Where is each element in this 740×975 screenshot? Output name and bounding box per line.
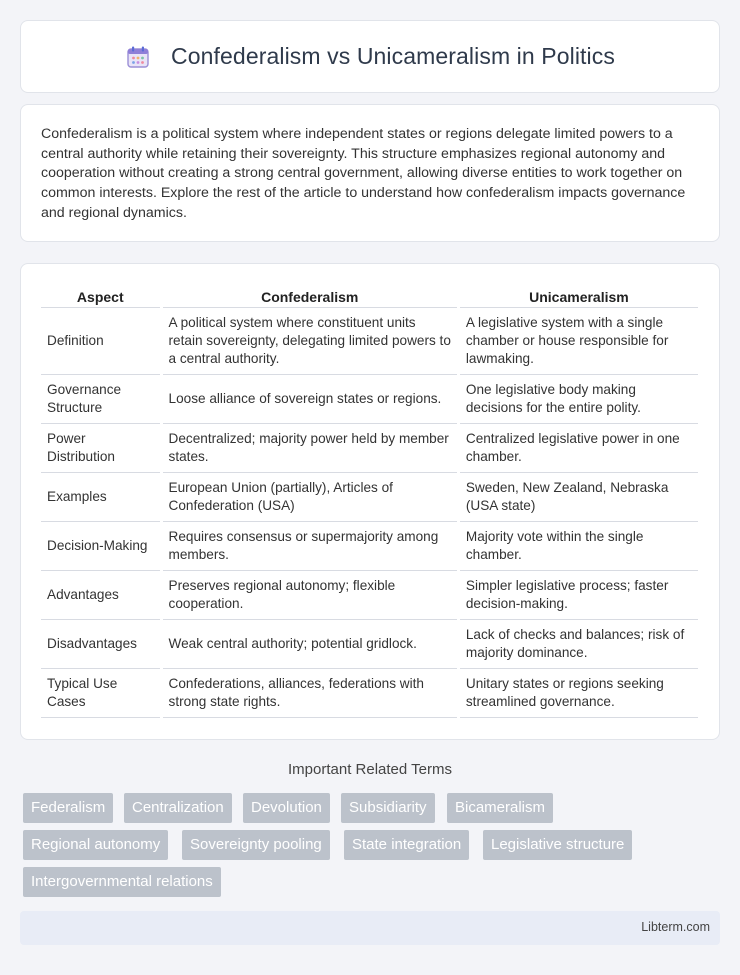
row-confederalism: A political system where constituent units retain sovereignty, delegating limited powers to a central authority. bbox=[163, 308, 457, 375]
row-unicameralism: A legislative system with a single chamber or house responsible for lawmaking. bbox=[460, 308, 698, 375]
tag-state-integration[interactable]: State integration bbox=[344, 830, 469, 860]
table-row bbox=[41, 424, 698, 473]
row-confederalism: Confederations, alliances, federations with strong state rights. bbox=[163, 669, 457, 718]
row-aspect: Power Distribution bbox=[41, 424, 160, 473]
table-row bbox=[41, 571, 698, 620]
row-confederalism: Preserves regional autonomy; flexible cooperation. bbox=[163, 571, 457, 620]
header-confederalism: Confederalism bbox=[163, 282, 457, 308]
table-row bbox=[41, 522, 698, 571]
comparison-card bbox=[20, 263, 720, 740]
page-title: Confederalism vs Unicameralism in Politics bbox=[171, 43, 615, 69]
row-confederalism: Weak central authority; potential gridlock. bbox=[163, 620, 457, 669]
row-confederalism: Loose alliance of sovereign states or regions. bbox=[163, 375, 457, 424]
header-aspect: Aspect bbox=[41, 282, 160, 308]
calendar-icon bbox=[125, 44, 151, 70]
table-row bbox=[41, 308, 698, 375]
tag-bicameralism[interactable]: Bicameralism bbox=[447, 793, 553, 823]
row-confederalism: Decentralized; majority power held by member states. bbox=[163, 424, 457, 473]
tag-intergovernmental-relations[interactable]: Intergovernmental relations bbox=[23, 867, 221, 897]
row-unicameralism: One legislative body making decisions for the entire polity. bbox=[460, 375, 698, 424]
tag-regional-autonomy[interactable]: Regional autonomy bbox=[23, 830, 168, 860]
title-card bbox=[20, 20, 720, 93]
row-unicameralism: Sweden, New Zealand, Nebraska (USA state) bbox=[460, 473, 698, 522]
table-row bbox=[41, 620, 698, 669]
row-aspect: Examples bbox=[41, 473, 160, 522]
row-aspect: Disadvantages bbox=[41, 620, 160, 669]
footer-site-link[interactable]: Libterm.com bbox=[641, 920, 710, 934]
tag-sovereignty-pooling[interactable]: Sovereignty pooling bbox=[182, 830, 330, 860]
tag-devolution[interactable]: Devolution bbox=[243, 793, 330, 823]
table-row bbox=[41, 473, 698, 522]
row-unicameralism: Lack of checks and balances; risk of majority dominance. bbox=[460, 620, 698, 669]
tag-legislative-structure[interactable]: Legislative structure bbox=[483, 830, 632, 860]
comparison-table bbox=[41, 282, 698, 718]
row-aspect: Governance Structure bbox=[41, 375, 160, 424]
footer bbox=[20, 911, 720, 945]
row-aspect: Decision-Making bbox=[41, 522, 160, 571]
row-unicameralism: Unitary states or regions seeking streamlined governance. bbox=[460, 669, 698, 718]
row-aspect: Advantages bbox=[41, 571, 160, 620]
related-terms-heading: Important Related Terms bbox=[288, 761, 452, 778]
intro-paragraph: Confederalism is a political system where independent states or regions delegate limited powers to a central authority while retaining their sovereignty. This structure emphasizes regional autonomy and cooperation without creating a strong central government, allowing diverse entities to work together on common interests. Explore the rest of the article to understand how confederalism impacts governance and regional dynamics. bbox=[41, 126, 686, 221]
row-unicameralism: Majority vote within the single chamber. bbox=[460, 522, 698, 571]
row-confederalism: Requires consensus or supermajority among members. bbox=[163, 522, 457, 571]
tag-federalism[interactable]: Federalism bbox=[23, 793, 113, 823]
table-row bbox=[41, 375, 698, 424]
header-unicameralism: Unicameralism bbox=[460, 282, 698, 308]
row-confederalism: European Union (partially), Articles of Confederation (USA) bbox=[163, 473, 457, 522]
row-aspect: Typical Use Cases bbox=[41, 669, 160, 718]
tag-subsidiarity[interactable]: Subsidiarity bbox=[341, 793, 435, 823]
table-row bbox=[41, 669, 698, 718]
table-header-row bbox=[41, 282, 698, 308]
row-unicameralism: Simpler legislative process; faster decision-making. bbox=[460, 571, 698, 620]
tag-centralization[interactable]: Centralization bbox=[124, 793, 232, 823]
intro-card bbox=[20, 104, 720, 242]
row-aspect: Definition bbox=[41, 308, 160, 375]
row-unicameralism: Centralized legislative power in one chamber. bbox=[460, 424, 698, 473]
